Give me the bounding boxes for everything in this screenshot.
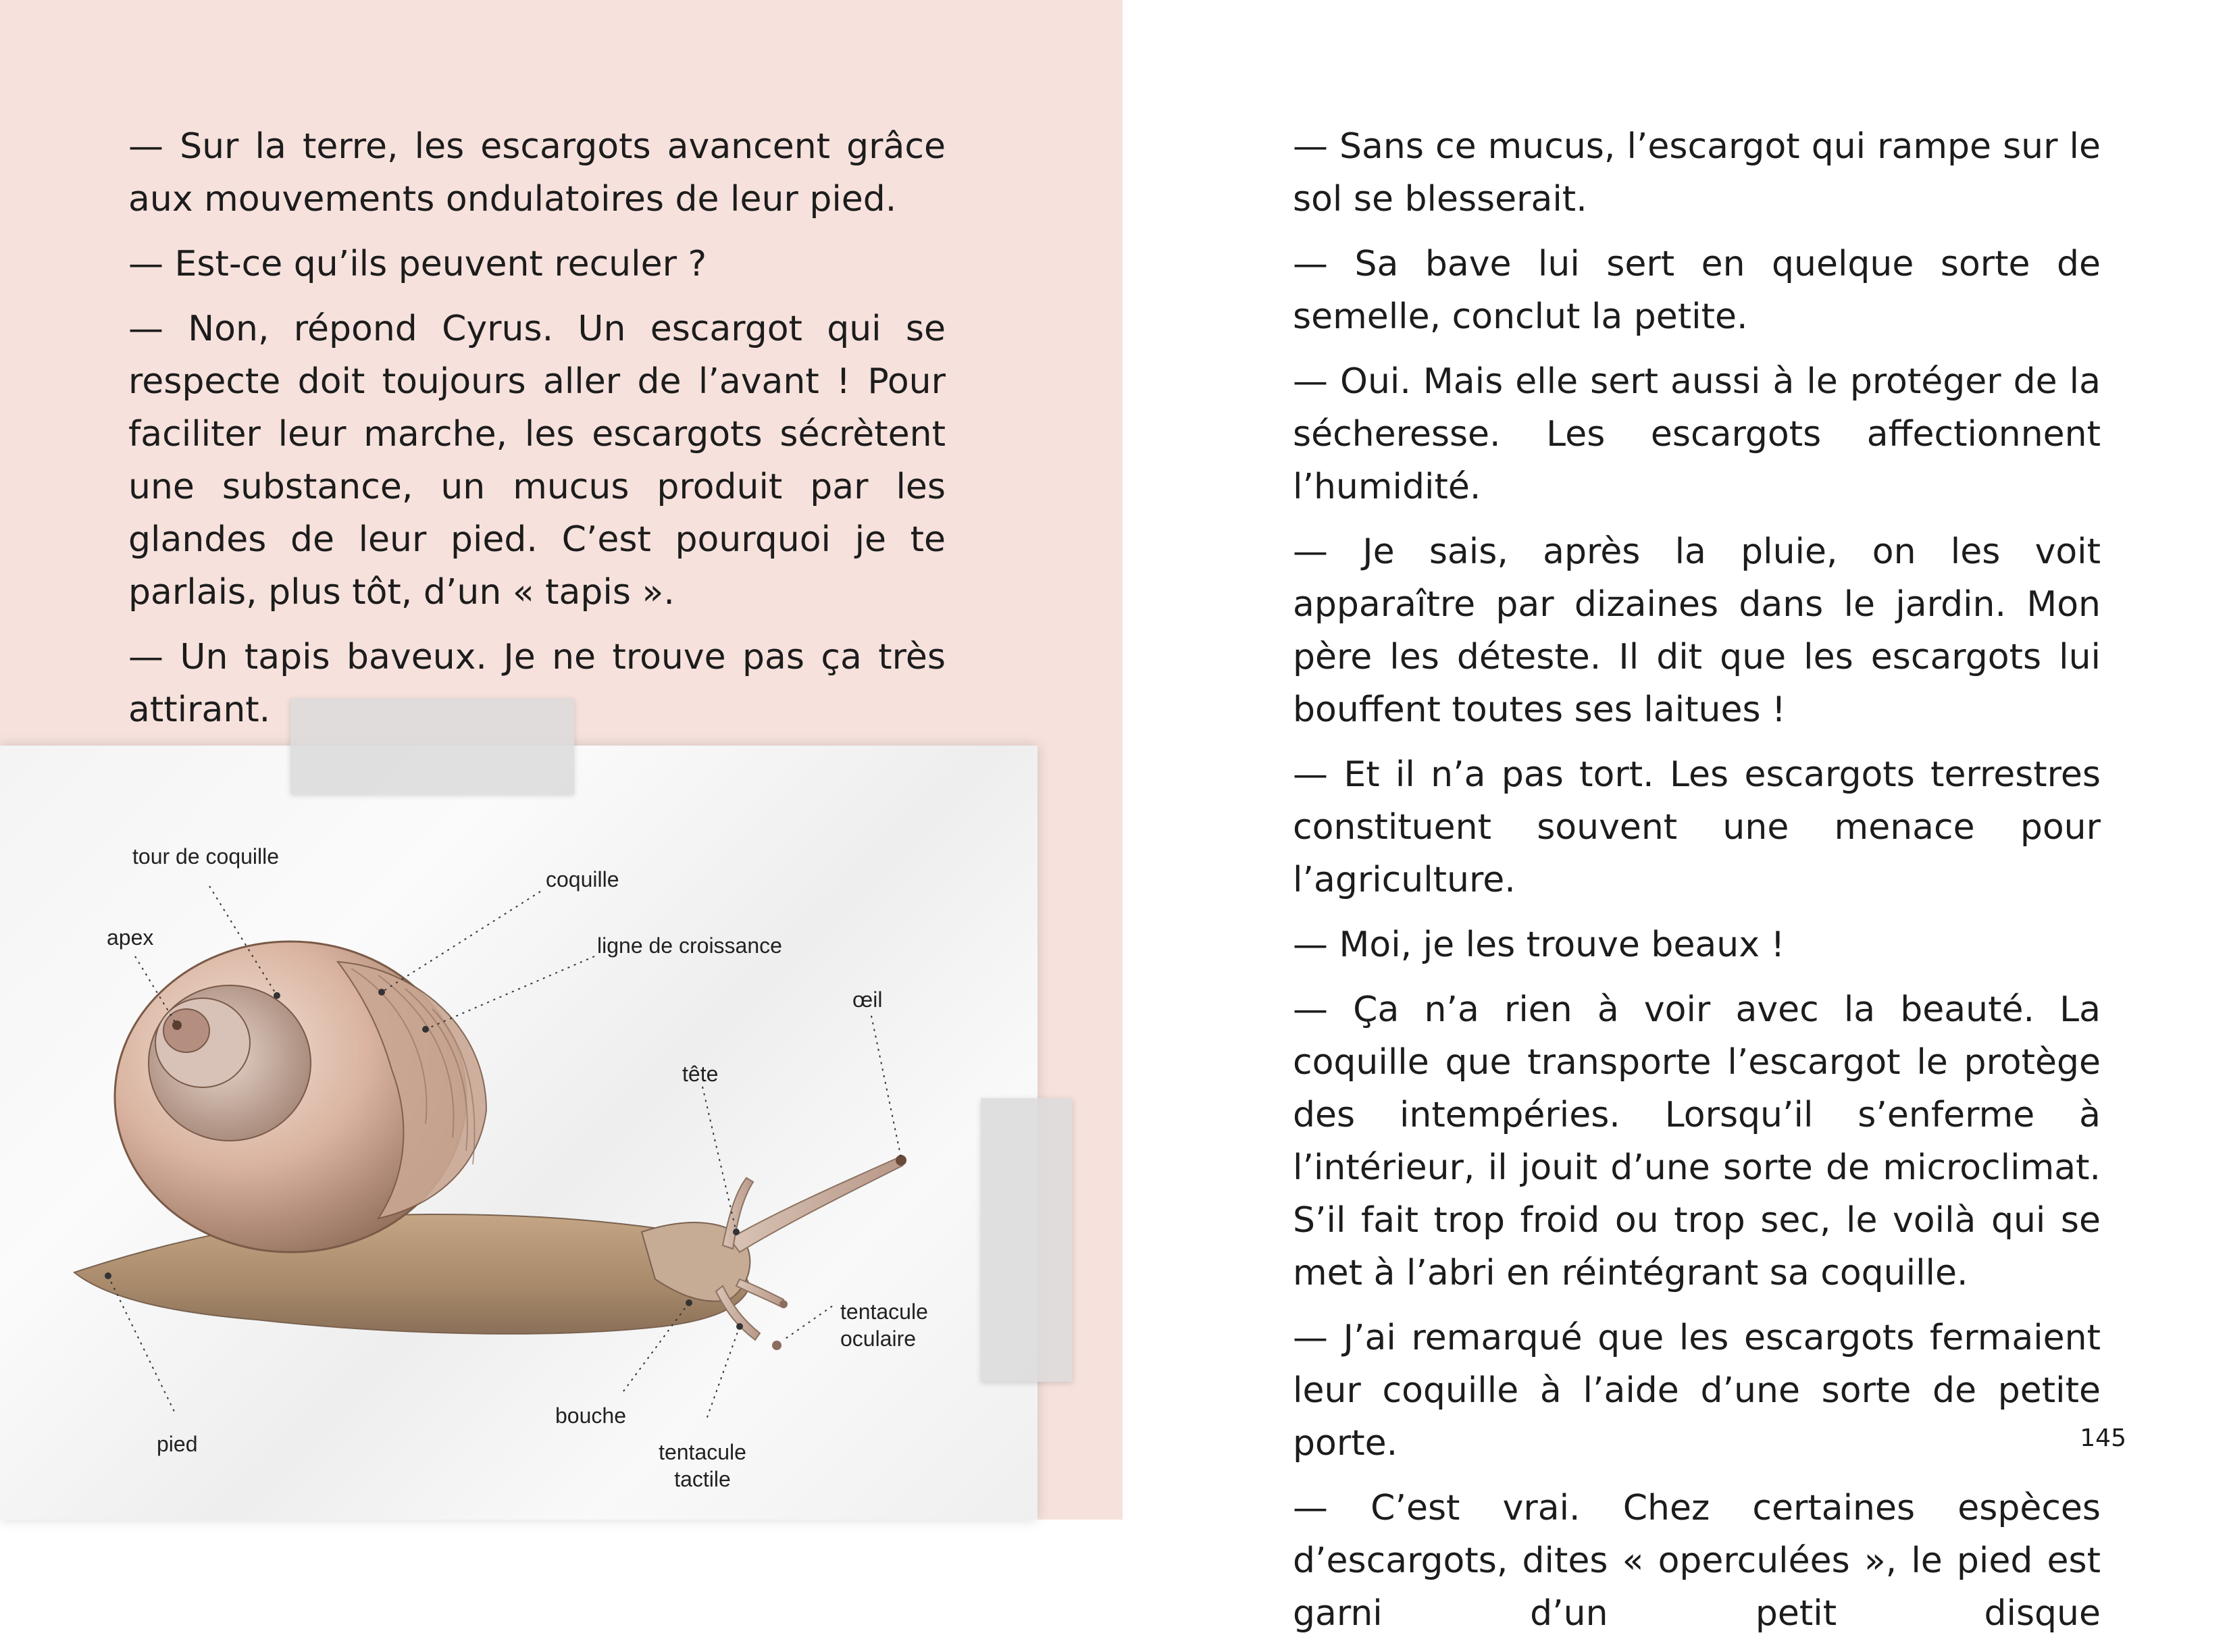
right-page xyxy=(1123,0,2229,1634)
right-page-text xyxy=(1293,120,2101,1652)
paragraph: — Sa bave lui sert en quelque sorte de semelle, conclut la petite. xyxy=(1293,244,2101,337)
label-bouche: bouche xyxy=(555,1403,626,1428)
paragraph: — Moi, je les trouve beaux ! xyxy=(1293,925,1785,965)
paragraph: — Non, répond Cyrus. Un escargot qui se respecte doit toujours aller de l’avant ! Pour faciliter leur marche, les escargots sécrètent une substance, un mucus produit par les glandes de leur pied. C’est pourquoi je te parlais, plus tôt, d’un « tapis ». xyxy=(128,309,946,613)
label-pied: pied xyxy=(157,1432,198,1456)
paragraph: — J’ai remarqué que les escargots fermaient leur coquille à l’aide d’une sorte de petite porte. xyxy=(1293,1318,2101,1464)
tape-strip xyxy=(981,1098,1073,1382)
label-tete: tête xyxy=(682,1062,719,1086)
paragraph: — Sans ce mucus, l’escargot qui rampe sur le sol se blesserait. xyxy=(1293,126,2101,220)
paragraph: — C’est vrai. Chez certaines espèces d’escargots, dites « operculées », le pied est garni d’un petit disque xyxy=(1293,1488,2101,1634)
paragraph: — Un tapis baveux. Je ne trouve pas ça très attirant. xyxy=(128,637,946,730)
tape-strip xyxy=(290,698,574,794)
label-oeil: œil xyxy=(852,987,883,1012)
page-number: 145 xyxy=(2080,1424,2126,1452)
left-page-text xyxy=(128,120,946,748)
paragraph: — Ça n’a rien à voir avec la beauté. La coquille que transporte l’escargot le protège des intempéries. Lorsqu’il s’enferme à l’intérieur, il jouit d’une sorte de microclimat. S’il fait trop froid ou trop sec, le voilà qui se met à l’abri en réintégrant sa coquille. xyxy=(1293,989,2101,1293)
label-apex: apex xyxy=(107,925,154,950)
paragraph: — Est-ce qu’ils peuvent reculer ? xyxy=(128,244,707,284)
label-ligne-de-croissance: ligne de croissance xyxy=(597,933,782,958)
label-tentacule-tactile: tentacule tactile xyxy=(659,1440,746,1491)
paragraph: — Je sais, après la pluie, on les voit apparaître par dizaines dans le jardin. Mon père les déteste. Il dit que les escargots lui bouffent toutes ses laitues ! xyxy=(1293,532,2101,730)
eye-tentacle xyxy=(729,1158,902,1252)
apex-point xyxy=(172,1021,182,1030)
paragraph: — Et il n’a pas tort. Les escargots terrestres constituent souvent une menace pour l’agriculture. xyxy=(1293,754,2101,900)
label-tour-de-coquille: tour de coquille xyxy=(132,844,280,869)
paragraph: — Oui. Mais elle sert aussi à le protéger de la sécheresse. Les escargots affectionnent l’humidité. xyxy=(1293,361,2101,507)
label-coquille: coquille xyxy=(546,867,619,892)
label-tentacule-oculaire: tentacule oculaire xyxy=(840,1299,928,1351)
paragraph: — Sur la terre, les escargots avancent grâce aux mouvements ondulatoires de leur pied. xyxy=(128,126,946,220)
